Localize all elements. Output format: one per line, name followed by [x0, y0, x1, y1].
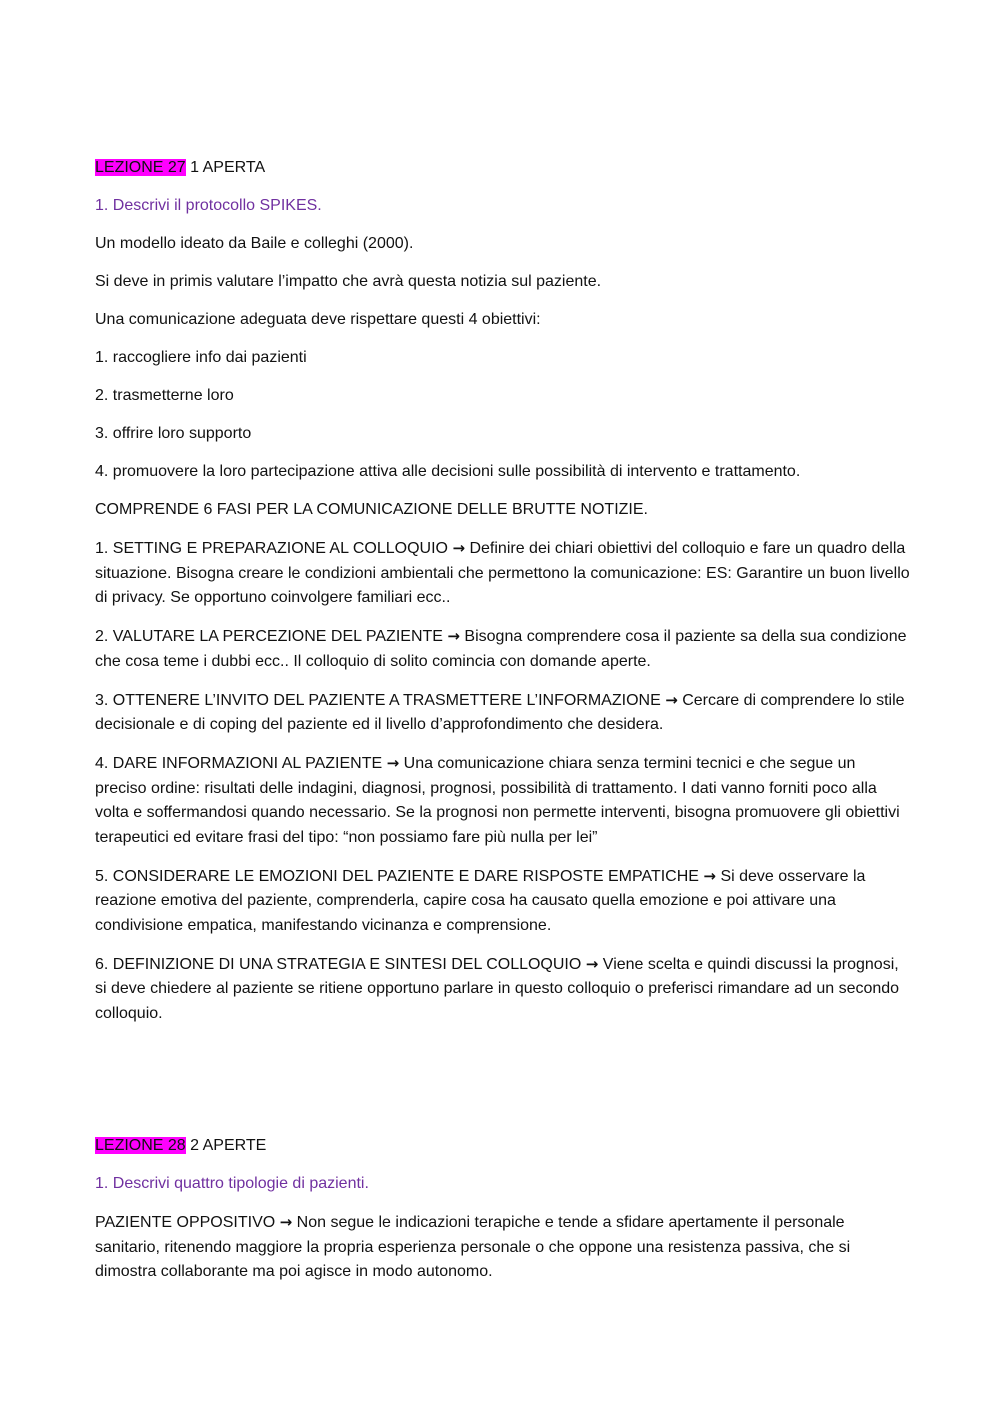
lesson-28-tag: LEZIONE 28 — [95, 1137, 186, 1154]
goal-item: 4. promuovere la loro partecipazione attiva alle decisioni sulle possibilità di intervento e trattamento. — [95, 463, 801, 480]
goal-item: 3. offrire loro supporto — [95, 425, 252, 442]
phase-text: Cercare di comprendere lo stile decisionale e di coping del paziente ed il livello d’approfondimento che desidera. — [95, 691, 905, 733]
goal-item: 1. raccogliere info dai pazienti — [95, 349, 307, 366]
phase-item — [95, 624, 910, 674]
arrow-right-icon: → — [279, 1213, 293, 1231]
patient-type-head: PAZIENTE OPPOSITIVO — [95, 1214, 276, 1231]
phases-title: COMPRENDE 6 FASI PER LA COMUNICAZIONE DELLE BRUTTE NOTIZIE. — [95, 501, 648, 518]
phase-item — [95, 751, 910, 850]
arrow-right-icon: → — [447, 627, 460, 645]
phase-head: 1. SETTING E PREPARAZIONE AL COLLOQUIO — [95, 540, 448, 557]
lesson-28-heading — [95, 1134, 910, 1159]
intro-paragraph: Una comunicazione adeguata deve rispettare questi 4 obiettivi: — [95, 311, 541, 328]
phase-text: Viene scelta e quindi discussi la prognosi, si deve chiedere al paziente se ritiene opportuno parlare in questo colloquio o preferisci rimandare ad un secondo colloquio. — [95, 955, 900, 1022]
phase-head: 4. DARE INFORMAZIONI AL PAZIENTE — [95, 755, 383, 772]
arrow-right-icon: → — [703, 866, 716, 885]
phase-head: 6. DEFINIZIONE DI UNA STRATEGIA E SINTESI DEL COLLOQUIO — [95, 955, 582, 973]
intro-paragraph: Un modello ideato da Baile e colleghi (2000). — [95, 235, 414, 252]
lesson-28-heading-rest: 2 APERTE — [185, 1137, 267, 1154]
lesson-27-question: 1. Descrivi il protocollo SPIKES. — [95, 197, 322, 214]
arrow-right-icon: → — [386, 754, 400, 772]
patient-type-item — [95, 1210, 910, 1285]
arrow-right-icon: → — [452, 539, 466, 557]
arrow-right-icon: → — [665, 690, 678, 709]
arrow-right-icon: → — [585, 954, 599, 973]
phase-text: Definire dei chiari obiettivi del colloquio e fare un quadro della situazione. Bisogna creare le condizioni ambientali che permettono la comunicazione: ES: Garantire un buon livello di privacy. Se opportuno coinvolgere familiari ecc.. — [95, 540, 910, 606]
intro-paragraph: Si deve in primis valutare l’impatto che avrà questa notizia sul paziente. — [95, 273, 602, 290]
lesson-28-question: 1. Descrivi quattro tipologie di pazienti. — [95, 1175, 369, 1192]
lesson-27-heading — [95, 156, 910, 181]
lesson-27-section — [95, 156, 910, 1026]
phase-head: 5. CONSIDERARE LE EMOZIONI DEL PAZIENTE E DARE RISPOSTE EMPATICHE — [95, 867, 699, 885]
phase-item — [95, 864, 910, 939]
document-page — [95, 156, 910, 1298]
phase-item — [95, 536, 910, 611]
lesson-28-section — [95, 1134, 910, 1285]
phase-item — [95, 952, 910, 1027]
phase-text: Una comunicazione chiara senza termini tecnici e che segue un preciso ordine: risultati delle indagini, diagnosi, prognosi, possibilità di trattamento. I dati vanno forniti poco alla volta e soffermandosi quando necessario. Se la prognosi non permette interventi, bisogna promuovere gli obiettivi terapeutici ed evitare frasi del tipo: “non possiamo fare più nulla per lei” — [95, 755, 900, 846]
phase-head: 3. OTTENERE L’INVITO DEL PAZIENTE A TRASMETTERE L’INFORMAZIONE — [95, 691, 661, 709]
goal-item: 2. trasmetterne loro — [95, 387, 234, 404]
lesson-27-tag: LEZIONE 27 — [95, 159, 186, 176]
phase-head: 2. VALUTARE LA PERCEZIONE DEL PAZIENTE — [95, 628, 443, 645]
patient-type-text: Non segue le indicazioni terapiche e tende a sfidare apertamente il personale sanitario, ritenendo maggiore la propria esperienza personale o che oppone una resistenza passiva, che si dimostra collaborante ma poi agisce in modo autonomo. — [95, 1214, 851, 1280]
phase-text: Si deve osservare la reazione emotiva del paziente, comprenderla, capire cosa ha causato quella emozione e poi attivare una condivisione empatica, manifestando vicinanza e comprensione. — [95, 867, 866, 934]
phase-text: Bisogna comprendere cosa il paziente sa della sua condizione che cosa teme i dubbi ecc.. Il colloquio di solito comincia con domande aperte. — [95, 628, 907, 670]
lesson-27-heading-rest: 1 APERTA — [185, 159, 266, 176]
phase-item — [95, 688, 910, 738]
